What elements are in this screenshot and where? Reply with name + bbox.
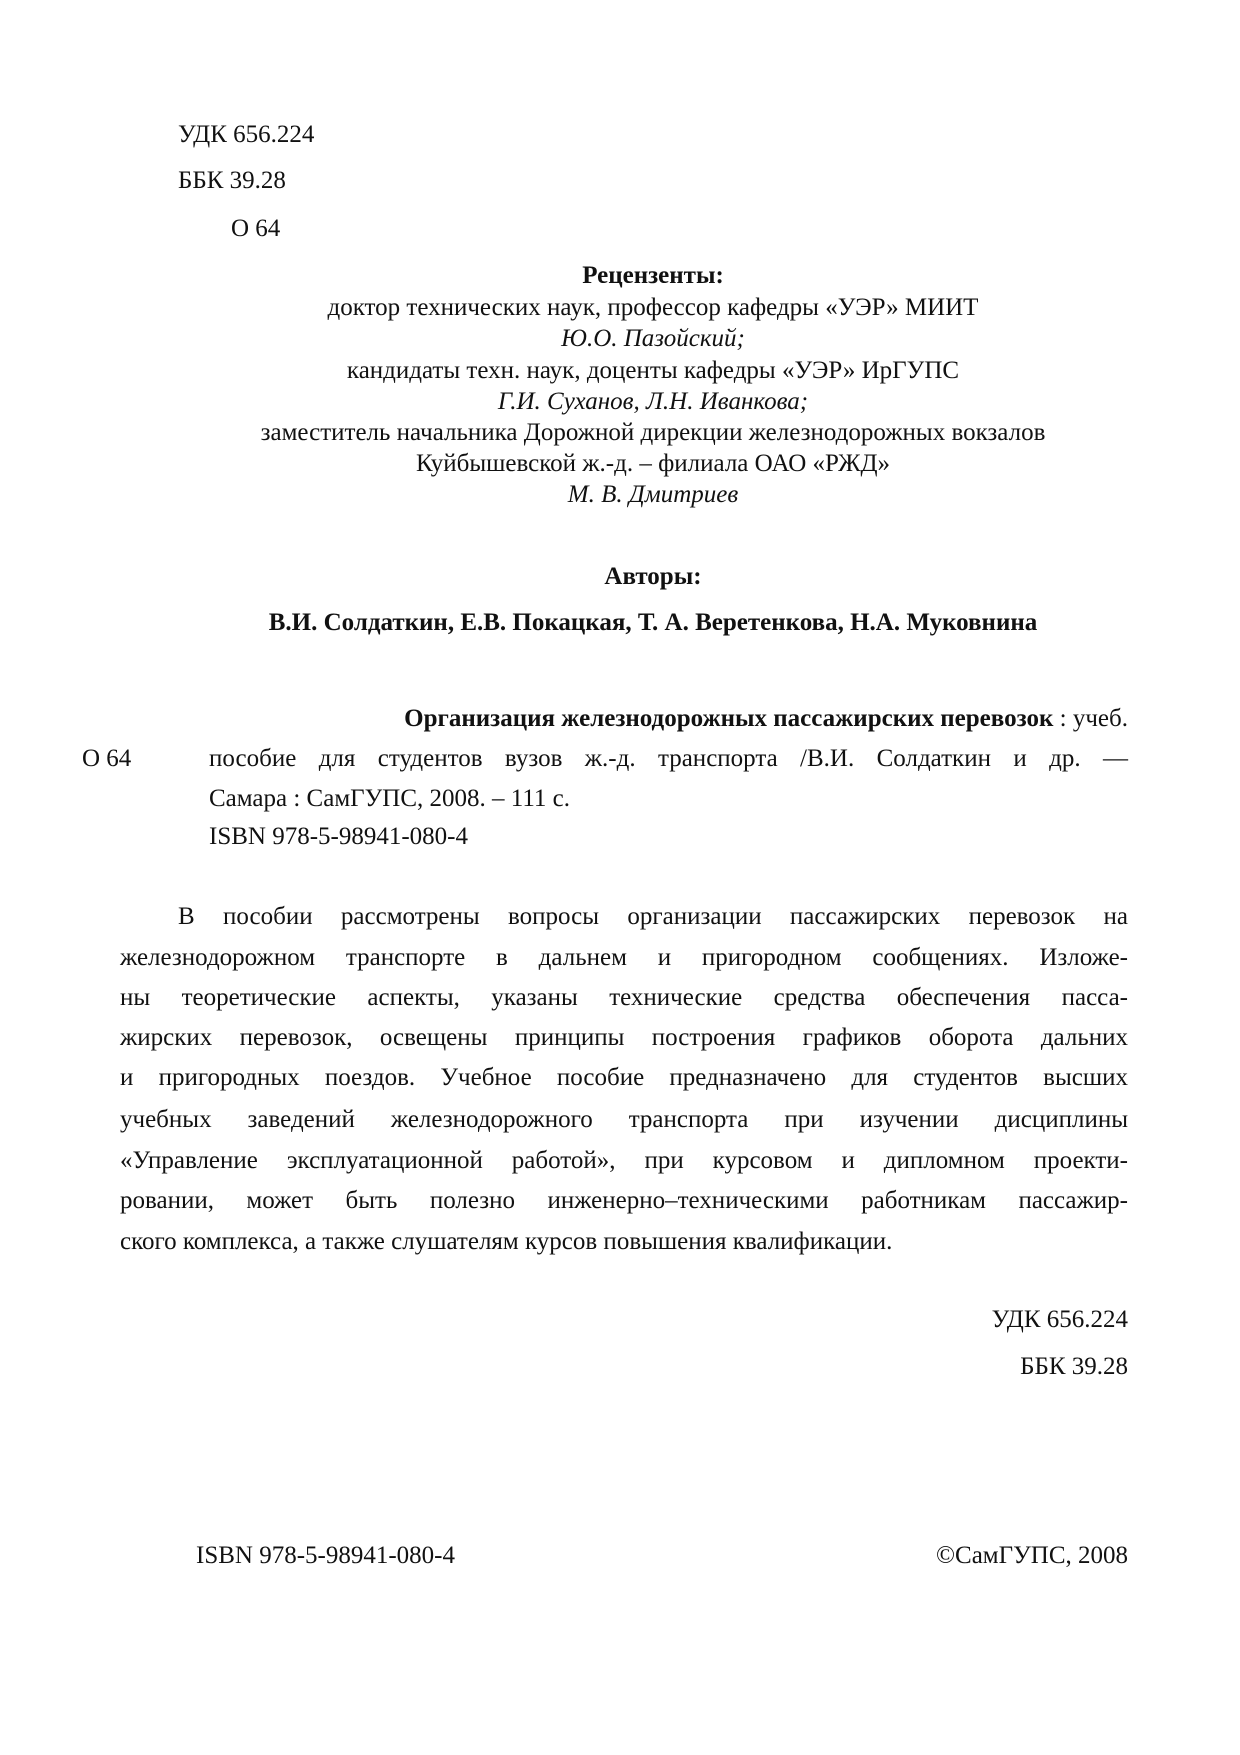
abstract-line: жирских перевозок, освещены принципы построения графиков оборота дальних	[120, 1024, 1128, 1051]
bibliography-mark: О 64	[82, 745, 132, 772]
abstract-line: ского комплекса, а также слушателям курсов повышения квалификации.	[120, 1228, 893, 1255]
author-mark-top: О 64	[231, 215, 281, 242]
authors-heading: Авторы:	[604, 563, 702, 590]
bbk-code-top: ББК 39.28	[178, 167, 286, 194]
abstract-line: и пригородных поездов. Учебное пособие предназначено для студентов высших	[120, 1064, 1128, 1091]
reviewer-name: М. В. Дмитриев	[567, 481, 739, 508]
bibliography-line: Самара : СамГУПС, 2008. – 111 с.	[209, 785, 571, 812]
abstract-line: железнодорожном транспорте в дальнем и пригородном сообщениях. Изложе-	[120, 944, 1128, 971]
abstract-line: «Управление эксплуатационной работой», при курсовом и дипломном проекти-	[120, 1147, 1128, 1174]
footer-copyright: ©СамГУПС, 2008	[936, 1542, 1128, 1569]
reviewer-line: кандидаты техн. наук, доценты кафедры «УЭР» ИрГУПС	[346, 357, 960, 384]
bibliography-line: пособие для студентов вузов ж.-д. транспорта /В.И. Солдаткин и др. —	[209, 745, 1128, 772]
reviewer-name: Г.И. Суханов, Л.Н. Иванкова;	[497, 388, 809, 415]
abstract-line: ны теоретические аспекты, указаны технические средства обеспечения пасса-	[120, 984, 1128, 1011]
udk-code-bottom: УДК 656.224	[991, 1306, 1128, 1333]
reviewer-line: доктор технических наук, профессор кафедры «УЭР» МИИТ	[327, 294, 979, 321]
bibliography-isbn: ISBN 978-5-98941-080-4	[209, 823, 469, 850]
book-title: Организация железнодорожных пассажирских перевозок	[404, 705, 1054, 732]
bibliography-title-line	[404, 706, 1128, 731]
reviewer-name: Ю.О. Пазойский;	[561, 325, 745, 352]
abstract-line: ровании, может быть полезно инженерно–техническими работникам пассажир-	[120, 1187, 1128, 1214]
reviewer-line: Куйбышевской ж.-д. – филиала ОАО «РЖД»	[415, 450, 891, 477]
authors-names: В.И. Солдаткин, Е.В. Покацкая, Т. А. Веретенкова, Н.А. Муковнина	[268, 609, 1038, 636]
footer-isbn: ISBN 978-5-98941-080-4	[196, 1542, 456, 1569]
book-title-suffix: : учеб.	[1053, 705, 1128, 732]
abstract-line: учебных заведений железнодорожного транспорта при изучении дисциплины	[120, 1106, 1128, 1133]
reviewers-heading: Рецензенты:	[582, 262, 724, 289]
bbk-code-bottom: ББК 39.28	[1020, 1353, 1128, 1380]
abstract-line: В пособии рассмотрены вопросы организации пассажирских перевозок на	[178, 903, 1128, 930]
udk-code-top: УДК 656.224	[178, 121, 315, 148]
reviewer-line: заместитель начальника Дорожной дирекции железнодорожных вокзалов	[260, 419, 1046, 446]
